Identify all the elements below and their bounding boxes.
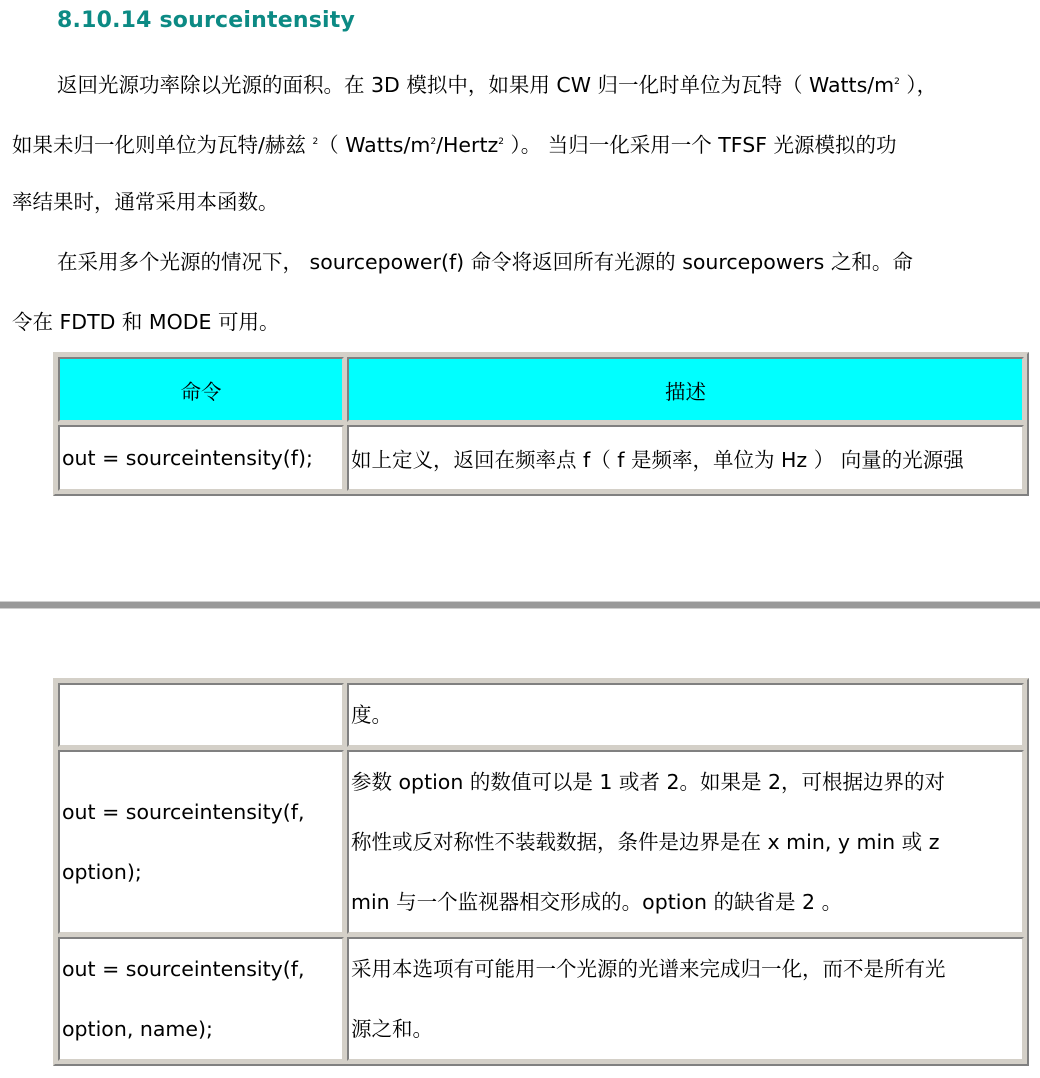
command-cell	[58, 683, 344, 747]
superscript: 2	[312, 137, 319, 147]
superscript: 2	[894, 77, 900, 87]
paragraph-2-line-1: 在采用多个光源的情况下， sourcepower(f) 命令将返回所有光源的 sourcepowers 之和。命	[57, 250, 913, 274]
command-cell: out = sourceintensity(f);	[58, 425, 344, 491]
text: （ Watts/m	[318, 133, 431, 157]
command-table	[53, 352, 1029, 496]
command-line: out = sourceintensity(f,	[62, 800, 305, 824]
header-description: 描述	[347, 357, 1024, 422]
description-line: 参数 option 的数值可以是 1 或者 2。如果是 2，可根据边界的对	[351, 770, 946, 794]
paragraph-1-line-3: 率结果时，通常采用本函数。	[12, 190, 279, 214]
superscript: 2	[498, 137, 504, 147]
page-break-divider	[0, 601, 1040, 609]
command-cell	[58, 750, 344, 934]
table-header-row	[58, 357, 1024, 422]
command-cell	[58, 937, 344, 1061]
section-heading: 8.10.14 sourceintensity	[57, 8, 355, 33]
paragraph-2-line-2: 令在 FDTD 和 MODE 可用。	[12, 310, 280, 334]
text: ），	[899, 73, 938, 97]
description-line: 采用本选项有可能用一个光源的光谱来完成归一化，而不是所有光	[351, 957, 946, 981]
text: /Hertz	[436, 133, 499, 157]
description-cell	[347, 683, 1024, 747]
text: 返回光源功率除以光源的面积。在 3D 模拟中，如果用 CW 归一化时单位为瓦特（ Watts/m	[57, 73, 895, 97]
description-line: 源之和。	[351, 1017, 433, 1041]
table-row	[58, 683, 1024, 747]
superscript: 2	[430, 137, 437, 147]
description-cell	[347, 937, 1024, 1061]
command-line: option);	[62, 860, 142, 884]
header-command: 命令	[58, 357, 344, 422]
table-row	[58, 750, 1024, 934]
description-line: 称性或反对称性不装载数据，条件是边界是在 x min, y min 或 z	[351, 830, 940, 854]
table-row	[58, 937, 1024, 1061]
description-line: min 与一个监视器相交形成的。option 的缺省是 2 。	[351, 890, 843, 914]
description-cell	[347, 750, 1024, 934]
paragraph-1-line-2	[12, 112, 1032, 175]
command-line: option, name);	[62, 1017, 213, 1041]
paragraph-1-line-1	[12, 52, 1040, 115]
description-line: 度。	[351, 703, 392, 727]
text: ）。 当归一化采用一个 TFSF 光源模拟的功	[503, 133, 897, 157]
command-table-continued	[53, 678, 1029, 1066]
description-cell: 如上定义，返回在频率点 f（ f 是频率，单位为 Hz ） 向量的光源强	[347, 425, 1024, 491]
table-row	[58, 425, 1024, 491]
command-line: out = sourceintensity(f,	[62, 957, 305, 981]
text: 如果未归一化则单位为瓦特/赫兹	[12, 133, 313, 157]
